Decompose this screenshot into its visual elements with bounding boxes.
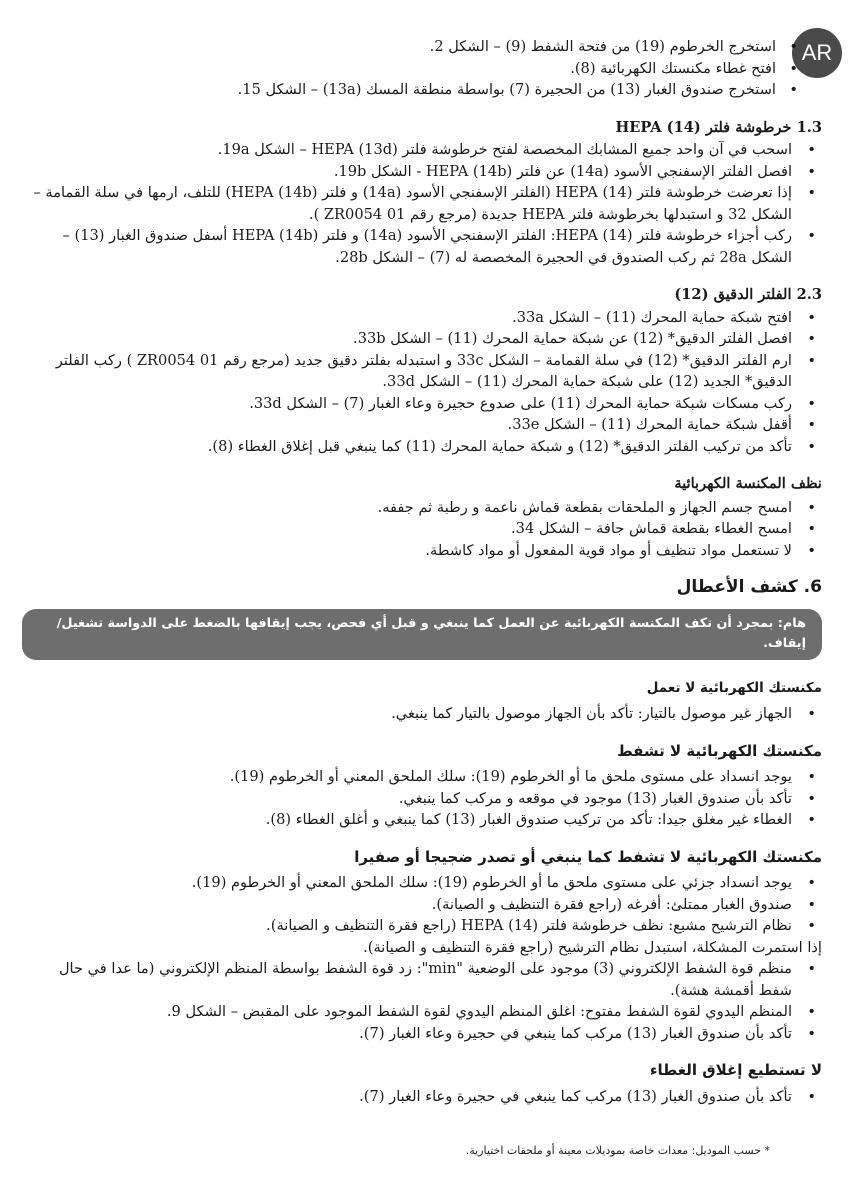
list-item: • ركب مسكات شبكة حماية المحرك (11) على صدوع حجيرة وعاء الغبار (7) – الشكل 33d. — [22, 393, 822, 415]
hepa-section — [22, 117, 822, 269]
list-item: • اسحب في آن واحد جميع المشابك المخصصة لفتح خرطوشة فلتر HEPA (13d) – الشكل 19a. — [22, 139, 822, 161]
list-item: • منظم قوة الشفط الإلكتروني (3) موجود على الوضعية "min": زد قوة الشفط بواسطة المنظم الإلكتروني (ما عدا في حال شفط أقمشة هشة). — [22, 958, 822, 1001]
weak-suction-note: إذا استمرت المشكلة، استبدل نظام الترشيح (راجع فقرة التنظيف و الصيانة). — [363, 938, 822, 956]
fine-filter-section — [22, 284, 822, 457]
list-item: • ارم الفلتر الدقيق* (12) في سلة القمامة – الشكل 33c و استبدله بفلتر دقيق جديد (مرجع رقم ZR0054 01 ) ركب الفلتر الدقيق* الجديد (12) على شبكة حماية المحرك (11) – الشكل 33d. — [22, 350, 822, 393]
weak-suction-title: مكنستك الكهربائية لا تشفط كما ينبغي أو تصدر ضجيجا أو صفيرا — [354, 847, 822, 866]
not-working-list — [22, 703, 822, 725]
list-item: • نظام الترشيح مشبع: نظف خرطوشة فلتر HEPA (14) (راجع فقرة التنظيف و الصيانة). — [22, 915, 822, 937]
footnote: * حسب الموديل: معدات خاصة بموديلات معينة أو ملحقات اختيارية. — [465, 1144, 770, 1157]
list-item: • الغطاء غير مغلق جيدا: تأكد من تركيب صندوق الغبار (13) كما ينبغي و أغلق الغطاء (8). — [22, 809, 822, 831]
hepa-section-title: 1.3 خرطوشة فلتر HEPA (14) — [615, 118, 822, 136]
not-working-title: مكنستك الكهربائية لا تعمل — [646, 679, 822, 696]
list-item: • تأكد بأن صندوق الغبار (13) مركب كما ينبغي في حجيرة وعاء الغبار (7). — [22, 1023, 822, 1045]
list-item: • امسح جسم الجهاز و الملحقات بقطعة قماش ناعمة و رطبة ثم جففه. — [22, 497, 822, 519]
no-suction-list — [22, 766, 822, 831]
fine-filter-steps-list — [22, 307, 822, 458]
list-item: • الجهاز غير موصول بالتيار: تأكد بأن الجهاز موصول بالتيار كما ينبغي. — [22, 703, 822, 725]
intro-steps-list — [22, 36, 822, 101]
list-item: • يوجد انسداد على مستوى ملحق ما أو الخرطوم (19): سلك الملحق المعني أو الخرطوم (19). — [22, 766, 822, 788]
list-item: • أقفل شبكة حماية المحرك (11) – الشكل 33e. — [22, 414, 822, 436]
list-item: • امسح الغطاء بقطعة قماش جافة – الشكل 34. — [22, 518, 822, 540]
list-item: • إذا تعرضت خرطوشة فلتر HEPA (14) (الفلتر الإسفنجي الأسود (14a) و فلتر HEPA (14b)) للتلف، ارمها في سلة القمامة – الشكل 32 و استبدلها بخرطوشة فلتر HEPA جديدة (مرجع رقم ZR0054 01 ). — [22, 182, 822, 225]
list-item: • افصل الفلتر الدقيق* (12) عن شبكة حماية المحرك (11) – الشكل 33b. — [22, 328, 822, 350]
list-item: • تأكد بأن صندوق الغبار (13) موجود في موقعه و مركب كما ينبغي. — [22, 788, 822, 810]
clean-section — [22, 473, 822, 561]
list-item: • استخرج الخرطوم (19) من فتحة الشفط (9) – الشكل 2. — [22, 36, 822, 58]
important-notice: هام: بمجرد أن تكف المكنسة الكهربائية عن العمل كما ينبغي و قبل أي فحص، يجب إيقافها بالضغط على الدواسة تشغيل/إيقاف. — [22, 609, 822, 660]
fine-filter-section-title: 2.3 الفلتر الدقيق (12) — [674, 286, 822, 303]
no-suction-title: مكنستك الكهربائية لا تشفط — [617, 741, 822, 760]
hepa-steps-list — [22, 139, 822, 268]
clean-steps-list — [22, 497, 822, 562]
weak-suction-list-a — [22, 872, 822, 937]
manual-page-content — [22, 36, 822, 1123]
troubleshooting-title: 6. كشف الأعطال — [676, 577, 822, 597]
not-working-section — [22, 678, 822, 725]
language-badge: AR — [792, 28, 842, 78]
list-item: • لا تستعمل مواد تنظيف أو مواد قوية المفعول أو مواد كاشطة. — [22, 540, 822, 562]
list-item: • يوجد انسداد جزئي على مستوى ملحق ما أو الخرطوم (19): سلك الملحق المعني أو الخرطوم (19). — [22, 872, 822, 894]
weak-suction-section — [22, 847, 822, 1045]
lid-title: لا تستطيع إغلاق الغطاء — [649, 1061, 822, 1079]
list-item: • تأكد بأن صندوق الغبار (13) مركب كما ينبغي في حجيرة وعاء الغبار (7). — [22, 1086, 822, 1108]
no-suction-section — [22, 741, 822, 831]
list-item: • افصل الفلتر الإسفنجي الأسود (14a) عن فلتر HEPA (14b) - الشكل 19b. — [22, 161, 822, 183]
list-item: • صندوق الغبار ممتلئ: أفرغه (راجع فقرة التنظيف و الصيانة). — [22, 894, 822, 916]
list-item: • ركب أجزاء خرطوشة فلتر HEPA (14): الفلتر الإسفنجي الأسود (14a) و فلتر HEPA (14b) أسفل صندوق الغبار (13) – الشكل 28a ثم ركب الصندوق في الحجيرة المخصصة له (7) – الشكل 28b. — [22, 225, 822, 268]
list-item: • افتح شبكة حماية المحرك (11) – الشكل 33a. — [22, 307, 822, 329]
lid-section — [22, 1060, 822, 1107]
lid-list — [22, 1086, 822, 1108]
list-item: • استخرج صندوق الغبار (13) من الحجيرة (7) بواسطة منطقة المسك (13a) – الشكل 15. — [22, 79, 822, 101]
clean-section-title: نظف المكنسة الكهربائية — [674, 475, 822, 492]
list-item: • افتح غطاء مكنستك الكهربائية (8). — [22, 58, 822, 80]
weak-suction-list-b — [22, 958, 822, 1044]
list-item: • تأكد من تركيب الفلتر الدقيق* (12) و شبكة حماية المحرك (11) كما ينبغي قبل إغلاق الغطاء (8). — [22, 436, 822, 458]
list-item: • المنظم اليدوي لقوة الشفط مفتوح: اغلق المنظم اليدوي لقوة الشفط الموجود على المقبض – الشكل 9. — [22, 1001, 822, 1023]
